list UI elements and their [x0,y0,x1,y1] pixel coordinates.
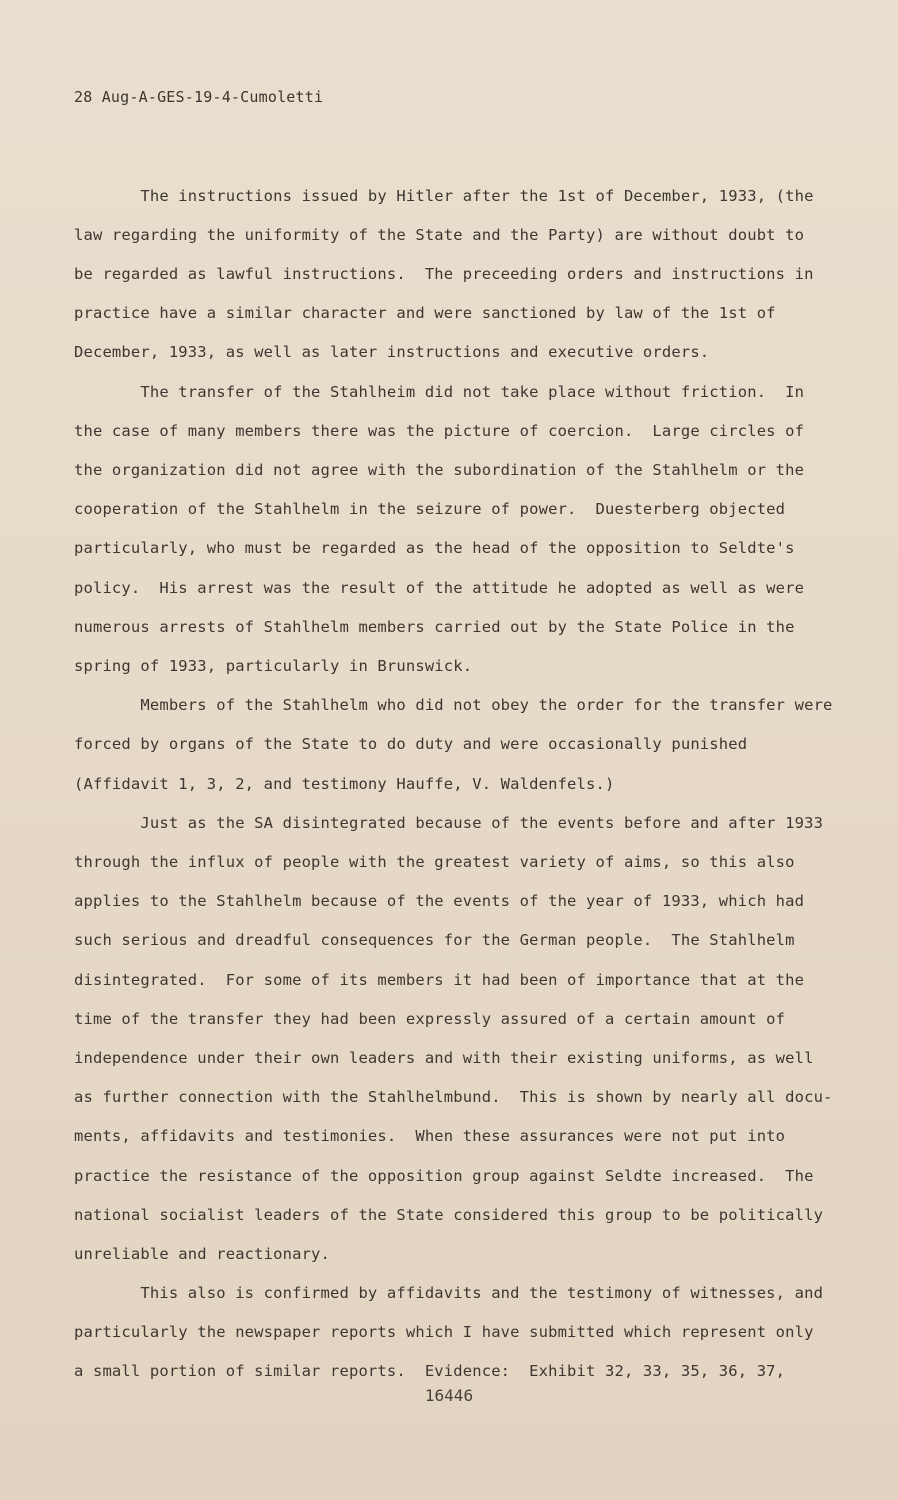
text-line: cooperation of the Stahlhelm in the seizure of power. Duesterberg objected [74,500,786,518]
text-line: the case of many members there was the picture of coercion. Large circles of [74,422,805,440]
text-line: The transfer of the Stahlheim did not take place without friction. In [74,383,805,401]
text-line: a small portion of similar reports. Evidence: Exhibit 32, 33, 35, 36, 37, [74,1362,786,1380]
text-line: (Affidavit 1, 3, 2, and testimony Hauffe, V. Waldenfels.) [74,775,615,793]
text-line: such serious and dreadful consequences for the German people. The Stahlhelm [74,931,795,949]
text-line: forced by organs of the State to do duty and were occasionally punished [74,735,748,753]
text-line: Just as the SA disintegrated because of the events before and after 1933 [74,814,824,832]
text-line: particularly, who must be regarded as the head of the opposition to Seldte's [74,539,795,557]
text-line: applies to the Stahlhelm because of the events of the year of 1933, which had [74,892,805,910]
text-line: practice the resistance of the opposition group against Seldte increased. The [74,1167,814,1185]
text-line: be regarded as lawful instructions. The preceeding orders and instructions in [74,265,814,283]
text-line: December, 1933, as well as later instructions and executive orders. [74,343,710,361]
text-line: practice have a similar character and were sanctioned by law of the 1st of [74,304,776,322]
text-line: law regarding the uniformity of the State and the Party) are without doubt to [74,226,805,244]
text-line: the organization did not agree with the subordination of the Stahlhelm or the [74,461,805,479]
text-line: independence under their own leaders and with their existing uniforms, as well [74,1049,814,1067]
text-line: particularly the newspaper reports which I have submitted which represent only [74,1323,814,1341]
text-line: numerous arrests of Stahlhelm members carried out by the State Police in the [74,618,795,636]
text-line: Members of the Stahlhelm who did not obey the order for the transfer were [74,696,833,714]
text-line: policy. His arrest was the result of the attitude he adopted as well as were [74,579,805,597]
text-line: spring of 1933, particularly in Brunswick. [74,657,473,675]
text-line: unreliable and reactionary. [74,1245,331,1263]
text-line: disintegrated. For some of its members it had been of importance that at the [74,971,805,989]
page-number: 16446 [424,1386,474,1405]
text-line: The instructions issued by Hitler after the 1st of December, 1933, (the [74,187,814,205]
text-line: This also is confirmed by affidavits and the testimony of witnesses, and [74,1284,824,1302]
text-line: through the influx of people with the greatest variety of aims, so this also [74,853,795,871]
text-line: ments, affidavits and testimonies. When these assurances were not put into [74,1127,786,1145]
text-line: national socialist leaders of the State considered this group to be politically [74,1206,824,1224]
text-line: as further connection with the Stahlhelmbund. This is shown by nearly all docu- [74,1088,833,1106]
document-header: 28 Aug-A-GES-19-4-Cumoletti [74,88,324,106]
text-line: time of the transfer they had been expressly assured of a certain amount of [74,1010,786,1028]
